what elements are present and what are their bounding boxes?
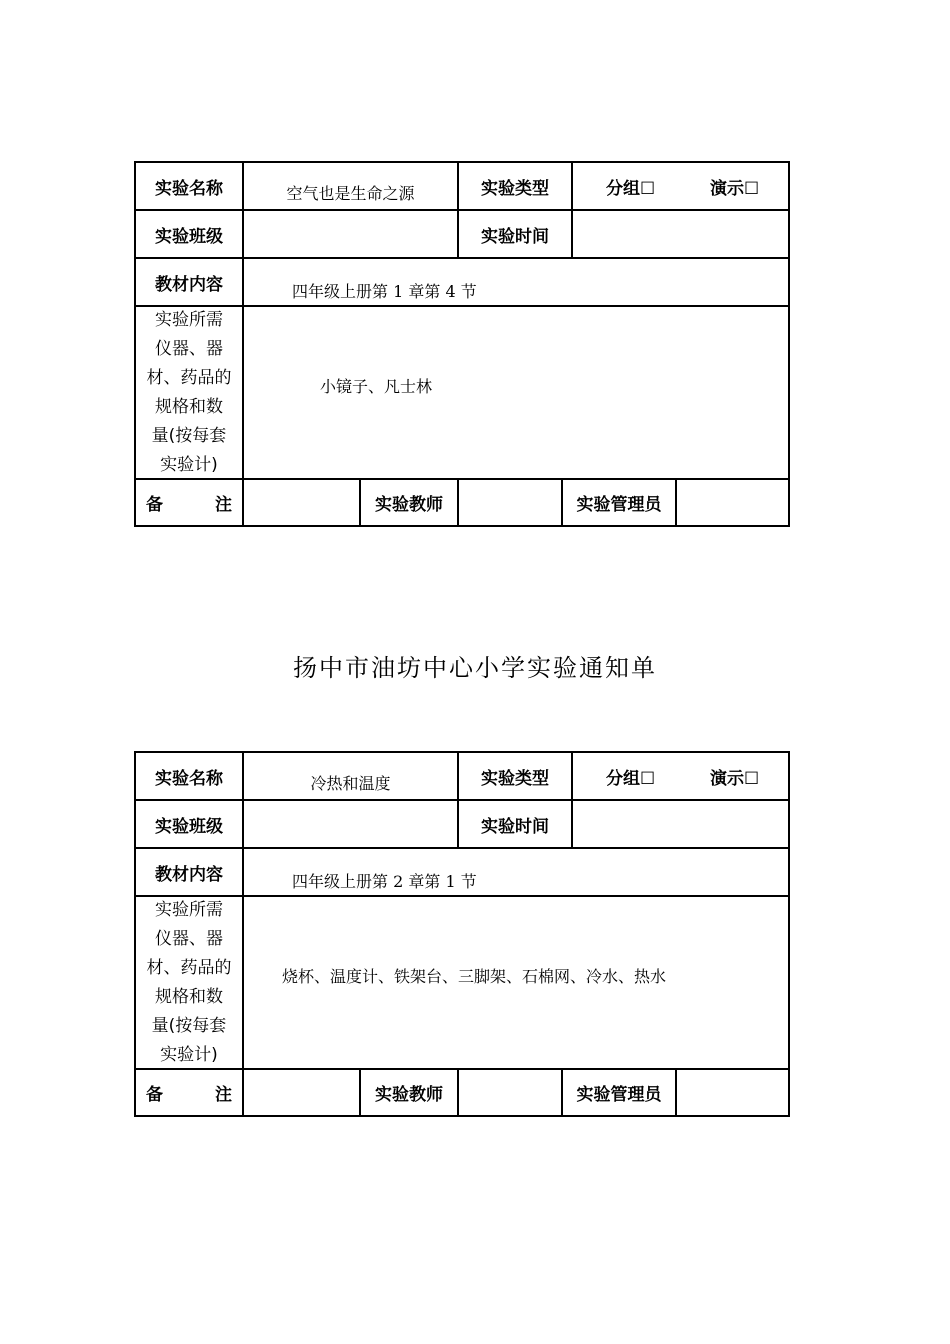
- experiment-name-value: 冷热和温度: [310, 773, 391, 793]
- textbook-content-label: 教材内容: [155, 274, 223, 295]
- admin-label: 实验管理员: [576, 1085, 662, 1105]
- textbook-content-value: 四年级上册第 2 章第 1 节: [292, 871, 477, 891]
- requirement-line: 规格和数: [155, 396, 223, 417]
- requirement-line: 实验所需: [155, 309, 223, 330]
- experiment-type-label: 实验类型: [481, 768, 549, 789]
- requirement-line: 实验计): [160, 454, 218, 475]
- note-label-left: 备: [146, 1085, 163, 1105]
- materials-value: 小镜子、凡士林: [320, 376, 433, 396]
- experiment-time-value[interactable]: [573, 211, 788, 257]
- school-notice-title: 扬中市油坊中心小学实验通知单: [293, 654, 657, 682]
- requirement-line: 仪器、器: [155, 928, 223, 949]
- admin-value[interactable]: [677, 1070, 788, 1115]
- requirement-line: 材、药品的: [146, 367, 232, 388]
- experiment-form-1: [134, 161, 790, 527]
- note-value[interactable]: [244, 1070, 359, 1115]
- experiment-time-label: 实验时间: [481, 226, 549, 247]
- note-label-left: 备: [146, 495, 163, 515]
- experiment-class-value[interactable]: [244, 801, 457, 847]
- experiment-class-label: 实验班级: [155, 816, 223, 837]
- requirement-line: 实验所需: [155, 899, 223, 920]
- experiment-name-label: 实验名称: [155, 178, 223, 199]
- experiment-class-label: 实验班级: [155, 226, 223, 247]
- demo-checkbox[interactable]: 演示☐: [710, 178, 760, 199]
- group-checkbox[interactable]: 分组☐: [606, 768, 656, 789]
- experiment-form-2: [134, 751, 790, 1117]
- materials-value: 烧杯、温度计、铁架台、三脚架、石棉网、冷水、热水: [282, 966, 667, 986]
- textbook-content-label: 教材内容: [155, 864, 223, 885]
- note-label: [136, 480, 242, 525]
- experiment-class-value[interactable]: [244, 211, 457, 257]
- experiment-name-label: 实验名称: [155, 768, 223, 789]
- note-value[interactable]: [244, 480, 359, 525]
- teacher-value[interactable]: [459, 480, 561, 525]
- note-label-right: 注: [215, 495, 232, 515]
- experiment-type-label: 实验类型: [481, 178, 549, 199]
- requirement-line: 材、药品的: [146, 957, 232, 978]
- teacher-label: 实验教师: [375, 495, 443, 515]
- teacher-label: 实验教师: [375, 1085, 443, 1105]
- requirement-line: 量(按每套: [151, 425, 227, 446]
- materials-requirement-label: [136, 307, 242, 478]
- admin-value[interactable]: [677, 480, 788, 525]
- requirement-line: 实验计): [160, 1044, 218, 1065]
- teacher-value[interactable]: [459, 1070, 561, 1115]
- demo-checkbox[interactable]: 演示☐: [710, 768, 760, 789]
- experiment-time-value[interactable]: [573, 801, 788, 847]
- requirement-line: 量(按每套: [151, 1015, 227, 1036]
- group-checkbox[interactable]: 分组☐: [606, 178, 656, 199]
- admin-label: 实验管理员: [576, 495, 662, 515]
- note-label-right: 注: [215, 1085, 232, 1105]
- experiment-time-label: 实验时间: [481, 816, 549, 837]
- experiment-name-value: 空气也是生命之源: [286, 183, 415, 203]
- requirement-line: 规格和数: [155, 986, 223, 1007]
- requirement-line: 仪器、器: [155, 338, 223, 359]
- textbook-content-value: 四年级上册第 1 章第 4 节: [292, 281, 477, 301]
- materials-requirement-label: [136, 897, 242, 1068]
- note-label: [136, 1070, 242, 1115]
